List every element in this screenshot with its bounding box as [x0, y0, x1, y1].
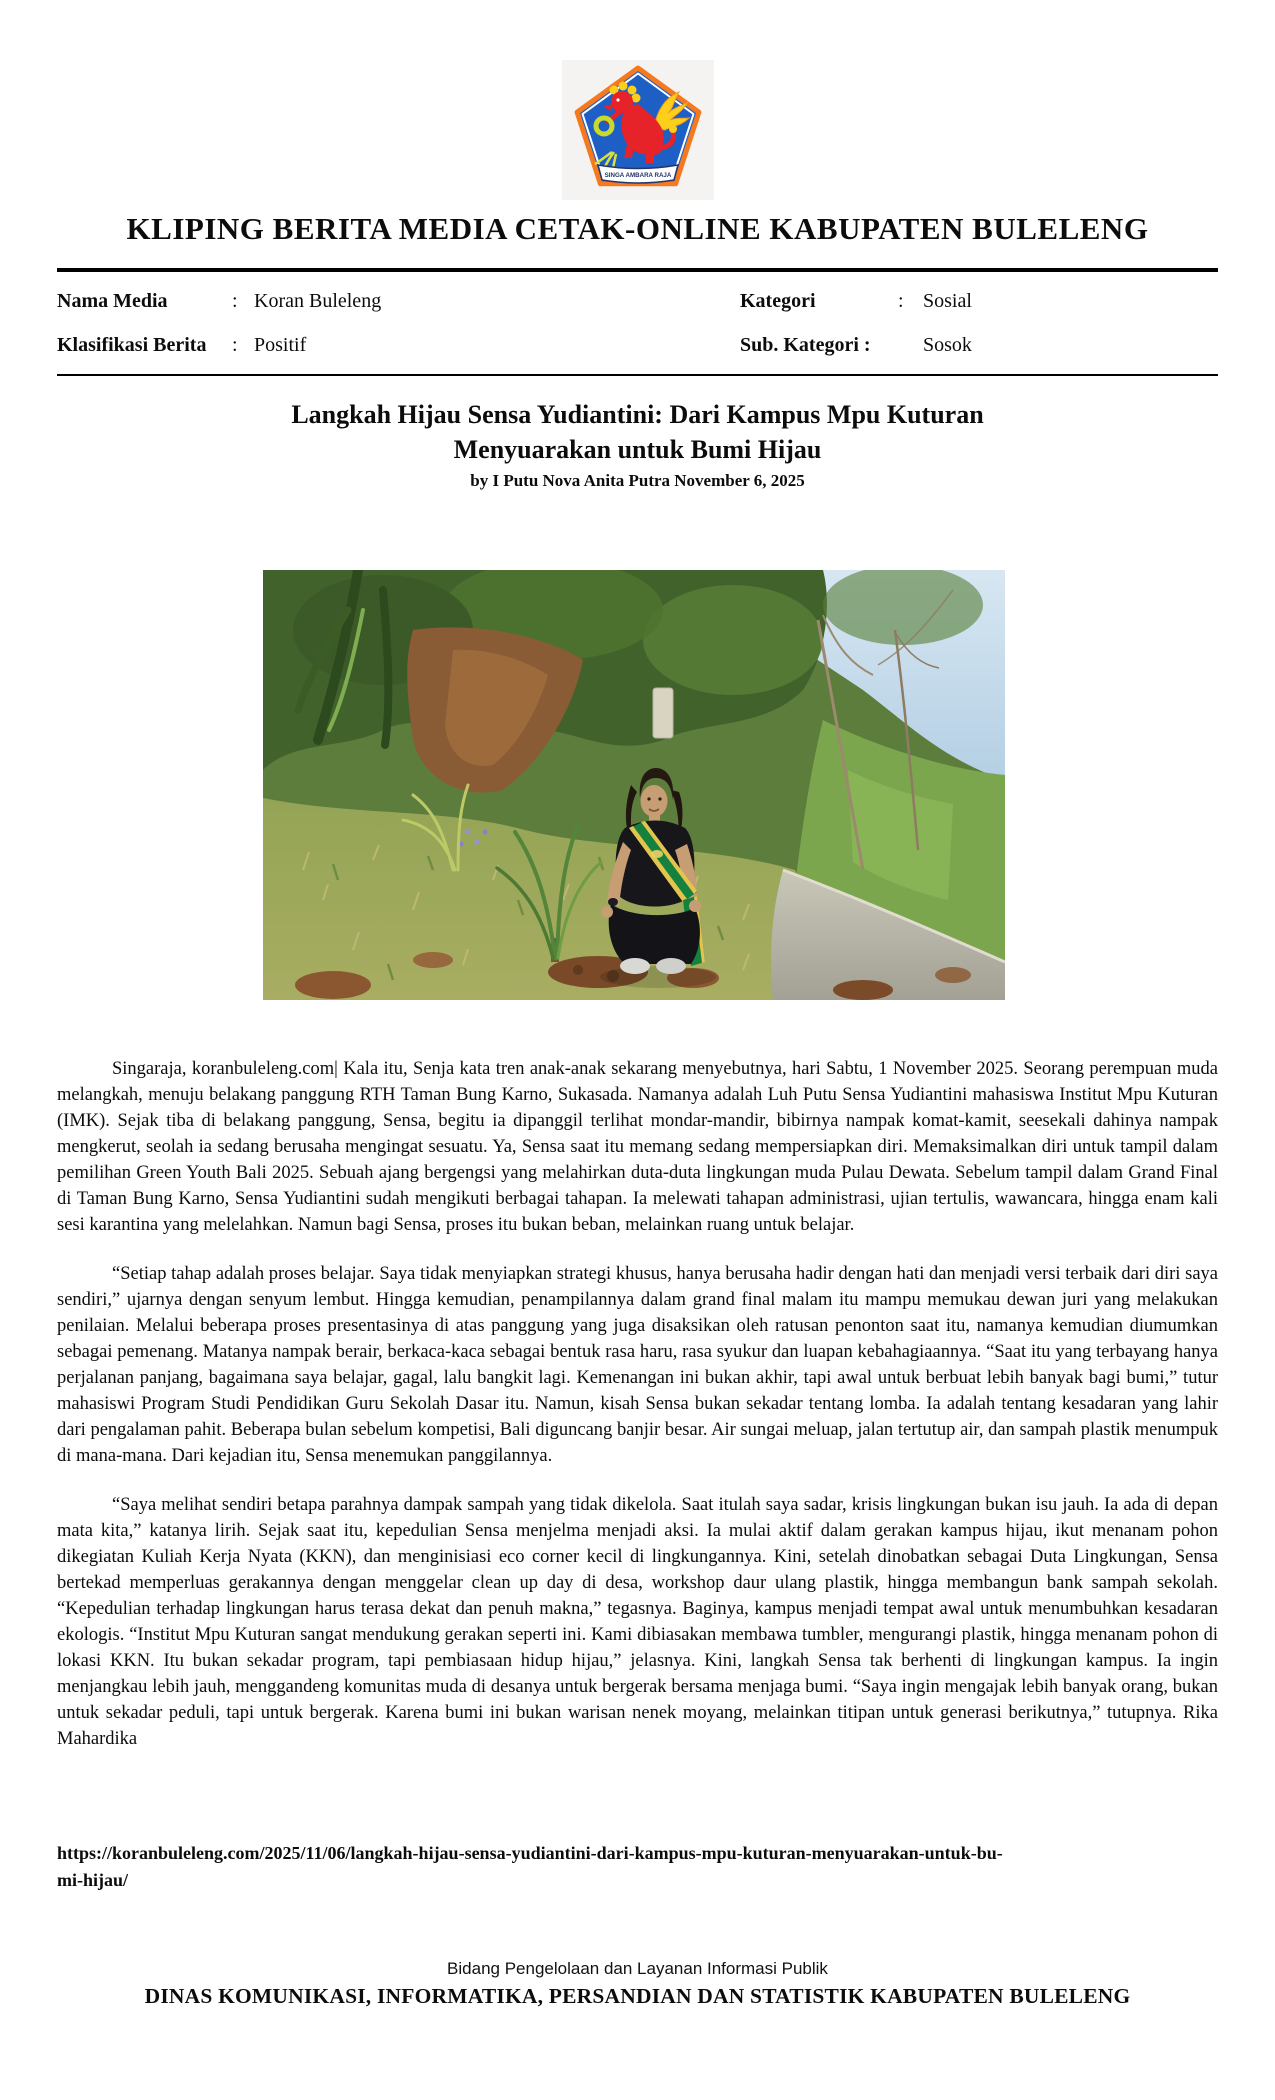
meta-colon: :	[232, 290, 238, 312]
buleleng-emblem-icon	[562, 60, 714, 200]
article-body	[57, 1056, 1218, 1775]
article-title	[0, 397, 1275, 467]
article-title-line2: Menyuarakan untuk Bumi Hijau	[453, 435, 822, 464]
source-url-line1: https://koranbuleleng.com/2025/11/06/langkah-hijau-sensa-yudiantini-dari-kampus-mpu-kuturan-menyuarakan-untuk-bu-	[57, 1843, 1003, 1863]
article-byline: by I Putu Nova Anita Putra November 6, 2025	[470, 471, 805, 490]
document-title: KLIPING BERITA MEDIA CETAK-ONLINE KABUPATEN BULELENG	[126, 211, 1149, 246]
meta-value-klasifikasi: Positif	[254, 334, 307, 356]
meta-colon: :	[898, 290, 904, 312]
meta-label-sub-kategori: Sub. Kategori :	[740, 334, 871, 356]
meta-colon	[898, 332, 923, 358]
article-paragraph-2: “Setiap tahap adalah proses belajar. Saya tidak menyiapkan strategi khusus, hanya berusaha hadir dengan hati dan menjadi versi terbaik dari diri saya sendiri,” ujarnya dengan senyum lembut. Hingga kemudian, penampilannya dalam grand final malam itu mampu memukau dewan juri yang melakukan penilaian. Melalui beberapa proses presentasinya di atas panggung yang juga disaksikan oleh ratusan penonton saat itu, namanya kemudian diumumkan sebagai pemenang. Matanya nampak berair, berkaca-kaca sebagai bentuk rasa haru, rasa syukur dan luapan kebahagiaannya. “Saat itu yang terbayang hanya perjalanan panjang, bagaimana saya belajar, gagal, lalu bangkit lagi. Kemenangan ini bukan akhir, tapi awal untuk berbuat lebih banyak bagi bumi,” tutur mahasiswi Program Studi Pendidikan Guru Sekolah Dasar itu. Namun, kisah Sensa bukan sekadar tentang lomba. Ia adalah tentang kesadaran yang lahir dari pengalaman pahit. Beberapa bulan sebelum kompetisi, Bali diguncang banjir besar. Air sungai meluap, jalan tertutup air, dan sampah plastik menumpuk di mana-mana. Dari kejadian itu, Sensa menemukan panggilannya.	[57, 1264, 1218, 1466]
clipping-metadata	[57, 288, 1218, 358]
meta-label-nama-media: Nama Media	[57, 290, 168, 312]
header-divider-thick	[57, 268, 1218, 272]
meta-label-kategori: Kategori	[740, 290, 816, 312]
article-title-line1: Langkah Hijau Sensa Yudiantini: Dari Kampus Mpu Kuturan	[291, 400, 984, 429]
source-url-line2: mi-hijau/	[57, 1870, 129, 1890]
footer-division-line: Bidang Pengelolaan dan Layanan Informasi Publik	[447, 1959, 828, 1978]
meta-value-kategori: Sosial	[923, 290, 972, 312]
buleleng-regency-logo	[562, 60, 714, 202]
footer-agency-line: DINAS KOMUNIKASI, INFORMATIKA, PERSANDIAN DAN STATISTIK KABUPATEN BULELENG	[144, 1984, 1131, 2008]
emblem-banner-text: SINGA AMBARA RAJA	[604, 172, 672, 179]
meta-label-klasifikasi: Klasifikasi Berita	[57, 334, 207, 356]
photo-illustration	[263, 570, 1005, 1000]
article-source-url	[57, 1840, 1218, 1894]
article-paragraph-3: “Saya melihat sendiri betapa parahnya dampak sampah yang tidak dikelola. Saat itulah saya sadar, krisis lingkungan bukan isu jauh. Ia ada di depan mata kita,” katanya lirih. Sejak saat itu, kepedulian Sensa menjelma menjadi aksi. Ia mulai aktif dalam gerakan kampus hijau, ikut menanam pohon dikegiatan Kuliah Kerja Nyata (KKN), dan menginisiasi eco corner kecil di lingkungannya. Kini, setelah dinobatkan sebagai Duta Lingkungan, Sensa bertekad memperluas gerakannya dengan menggelar clean up day di desa, workshop daur ulang plastik, hingga membangun bank sampah sekolah. “Kepedulian terhadap lingkungan harus terasa dekat dan penuh makna,” tegasnya. Baginya, kampus menjadi tempat awal untuk menumbuhkan kesadaran ekologis. “Institut Mpu Kuturan sangat mendukung gerakan seperti ini. Kami dibiasakan membawa tumbler, mengurangi plastik, hingga menanam pohon di lokasi KKN. Itu bukan sekadar program, tapi pembiasaan hidup hijau,” jelasnya. Kini, langkah Sensa tak berhenti di lingkungan kampus. Ia ingin menjangkau lebih jauh, menggandeng komunitas muda di desanya untuk bergerak bersama menjaga bumi. “Saya ingin mengajak lebih banyak orang, bukan untuk sekadar peduli, tapi untuk bergerak. Karena bumi ini bukan warisan nenek moyang, melainkan titipan untuk generasi berikutnya,” tutupnya. Rika Mahardika	[57, 1495, 1218, 1749]
article-photo	[263, 570, 1005, 1000]
metadata-divider-thin	[57, 374, 1218, 376]
meta-value-sub-kategori: Sosok	[923, 334, 972, 356]
article-paragraph-1: Singaraja, koranbuleleng.com| Kala itu, Senja kata tren anak-anak sekarang menyebutnya, hari Sabtu, 1 November 2025. Seorang perempuan muda melangkah, menuju belakang panggung RTH Taman Bung Karno, Sukasada. Namanya adalah Luh Putu Sensa Yudiantini mahasiswa Institut Mpu Kuturan (IMK). Sejak tiba di belakang panggung, Sensa, begitu ia dipanggil terlihat mondar-mandir, bibirnya nampak komat-kamit, seesekali dahinya nampak mengkerut, seolah ia sedang berusaha mengingat sesuatu. Ya, Sensa saat itu memang sedang mempersiapkan diri. Memaksimalkan diri untuk tampil dalam pemilihan Green Youth Bali 2025. Sebuah ajang bergengsi yang melahirkan duta-duta lingkungan muda Pulau Dewata. Sebelum tampil dalam Grand Final di Taman Bung Karno, Sensa Yudiantini sudah mengikuti berbagai tahapan. Ia melewati tahapan administrasi, ujian tertulis, wawancara, hingga enam kali sesi karantina yang melelahkan. Namun bagi Sensa, proses itu bukan beban, melainkan ruang untuk belajar.	[57, 1059, 1218, 1235]
meta-colon: :	[232, 334, 238, 356]
meta-value-nama-media: Koran Buleleng	[254, 290, 382, 312]
